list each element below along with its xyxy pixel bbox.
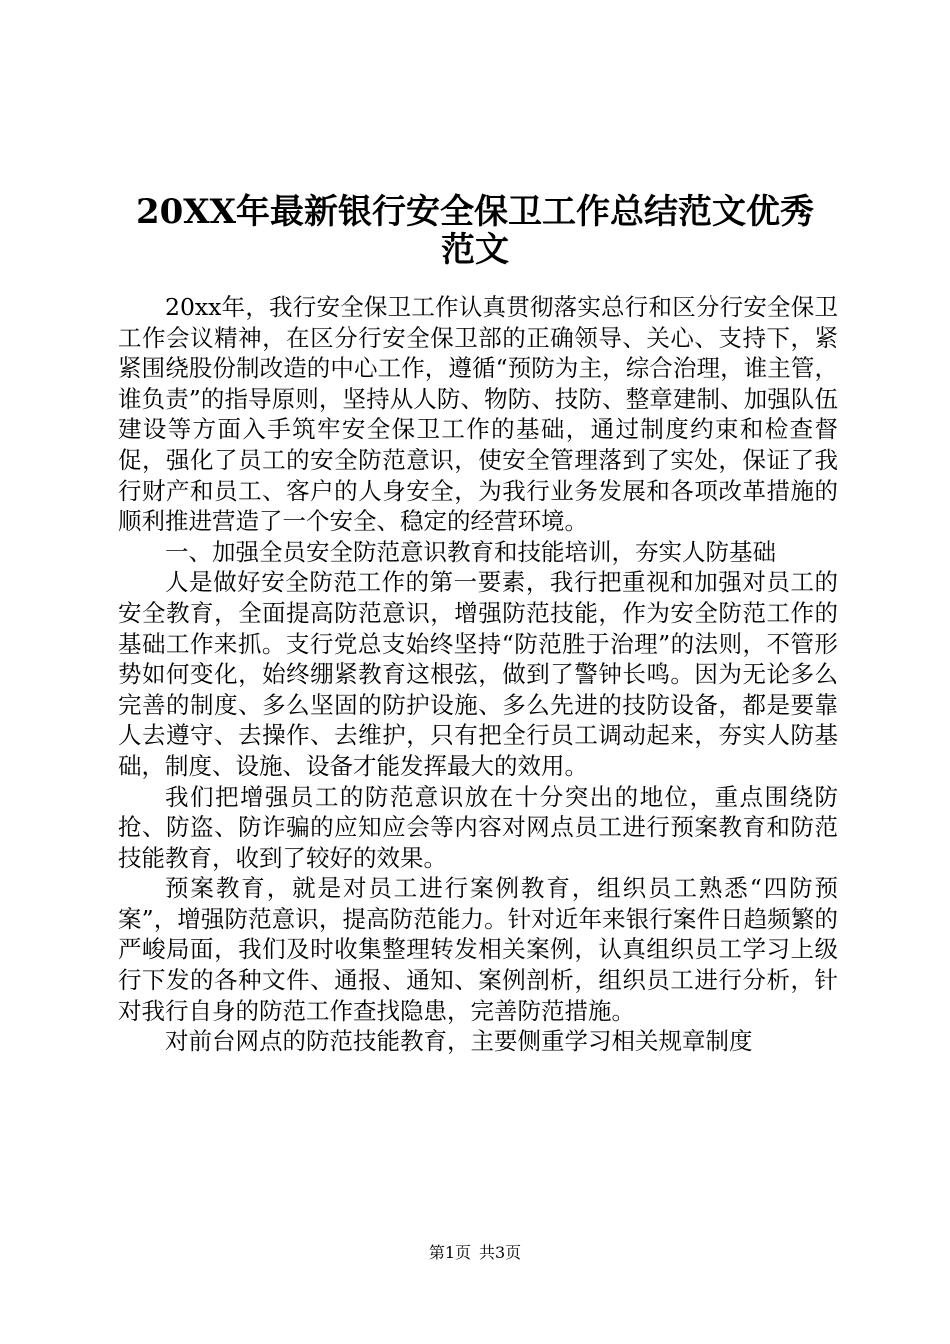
paragraph: 人是做好安全防范工作的第一要素，我行把重视和加强对员工的安全教育，全面提高防范意识，增强防范技能，作为安全防范工作的基础工作来抓。支行党总支始终坚持“防范胜于治理”的法则，不管形势如何变化，始终绷紧教育这根弦，做到了警钟长鸣。因为无论多么完善的制度、多么坚固的防护设施、多么先进的技防设备，都是要靠人去遵守、去操作、去维护，只有把全行员工调动起来，夯实人防基础，制度、设施、设备才能发挥最大的效用。 [118,568,838,780]
document-body [118,292,838,1057]
paragraph: 对前台网点的防范技能教育，主要侧重学习相关规章制度 [165,1027,753,1056]
paragraph: 预案教育，就是对员工进行案例教育，组织员工熟悉“四防预案”，增强防范意识，提高防范能力。针对近年来银行案件日趋频繁的严峻局面，我们及时收集整理转发相关案例，认真组织员工学习上级行下发的各种文件、通报、通知、案例剖析，组织员工进行分析，针对我行自身的防范工作查找隐患，完善防范措施。 [118,874,838,1025]
page-number-total: 共3页 [479,1243,522,1262]
paragraph: 20xx年，我行安全保卫工作认真贯彻落实总行和区分行安全保卫工作会议精神，在区分行安全保卫部的正确领导、关心、支持下，紧紧围绕股份制改造的中心工作，遵循“预防为主，综合治理，谁主管，谁负责”的指导原则，坚持从人防、物防、技防、整章建制、加强队伍建设等方面入手筑牢安全保卫工作的基础，通过制度约束和检查督促，强化了员工的安全防范意识，使安全管理落到了实处，保证了我行财产和员工、客户的人身安全，为我行业务发展和各项改革措施的顺利推进营造了一个安全、稳定的经营环境。 [118,293,838,536]
paragraph: 我们把增强员工的防范意识放在十分突出的地位，重点围绕防抢、防盗、防诈骗的应知应会等内容对网点员工进行预案教育和防范技能教育，收到了较好的效果。 [118,782,838,872]
document-title-line-2: 范文 [441,230,509,270]
section-heading: 一、加强全员安全防范意识教育和技能培训，夯实人防基础 [165,537,776,566]
page-number-current: 第1页 [428,1243,471,1262]
document-title-line-1: 20XX年最新银行安全保卫工作总结范文优秀 [135,192,815,232]
page-footer [0,1243,950,1263]
